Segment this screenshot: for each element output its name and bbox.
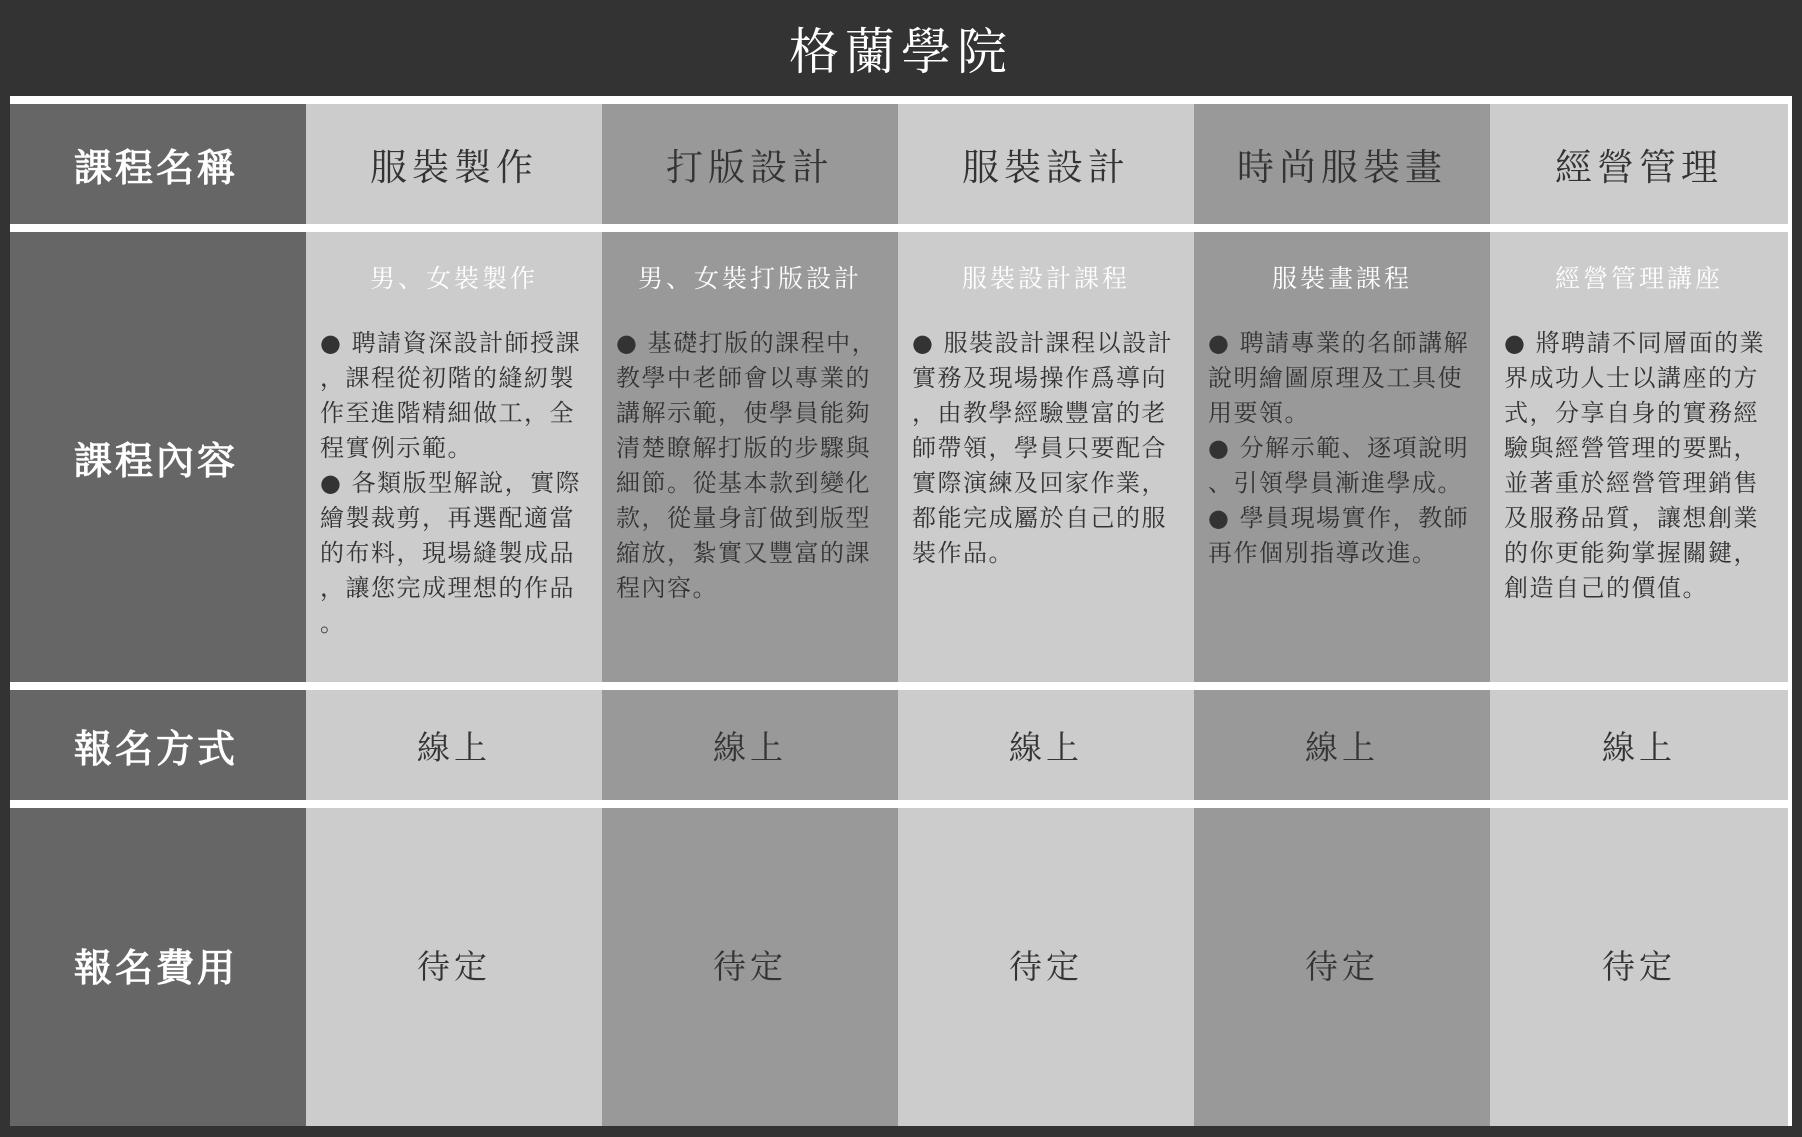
course-description: ● 服裝設計課程以設計 實務及現場操作爲導向 ，由教學經驗豐富的老 師帶領，學員只要配合 實際演練及回家作業， 都能完成屬於自己的服 裝作品。 — [912, 329, 1174, 567]
registration-method-2: 線上 — [602, 690, 898, 800]
course-subtitle: 男、女裝製作 — [369, 264, 538, 293]
row-label-content: 課程內容 — [10, 232, 306, 682]
registration-method-row — [10, 690, 1792, 800]
course-description: ● 聘請資深設計師授課 ，課程從初階的縫紉製 作至進階精細做工，全 程實例示範。 ● 各類版型解說，實際 繪製裁剪，再選配適當 的布料，現場縫製成品 ，讓您完成理想的作品 。 — [320, 329, 582, 637]
registration-method-1: 線上 — [306, 690, 602, 800]
course-content-4 — [1194, 232, 1490, 682]
course-content-3 — [898, 232, 1194, 682]
registration-fee-1: 待定 — [306, 808, 602, 1126]
course-description: ● 將聘請不同層面的業 界成功人士以講座的方 式，分享自身的實務經 驗與經營管理的要點， 並著重於經營管理銷售 及服務品質，讓想創業 的你更能夠掌握關鍵， 創造自己的價值。 — [1504, 329, 1766, 602]
course-name-4: 時尚服裝畫 — [1194, 104, 1490, 224]
course-description: ● 基礎打版的課程中， 教學中老師會以專業的 講解示範，使學員能夠 清楚瞭解打版的步驟與 細節。從基本款到變化 款，從量身訂做到版型 縮放，紮實又豐富的課 程內容。 — [616, 329, 878, 602]
row-label-method: 報名方式 — [10, 690, 306, 800]
registration-fee-4: 待定 — [1194, 808, 1490, 1126]
course-table — [10, 96, 1792, 1126]
course-content-2 — [602, 232, 898, 682]
course-subtitle: 男、女裝打版設計 — [637, 264, 862, 293]
course-subtitle: 服裝畫課程 — [1271, 264, 1412, 293]
row-label-fee: 報名費用 — [10, 808, 306, 1126]
course-content-5 — [1490, 232, 1788, 682]
course-name-3: 服裝設計 — [898, 104, 1194, 224]
registration-method-5: 線上 — [1490, 690, 1788, 800]
course-name-5: 經營管理 — [1490, 104, 1788, 224]
course-content-1 — [306, 232, 602, 682]
course-content-row — [10, 232, 1792, 682]
course-subtitle: 經營管理講座 — [1554, 264, 1723, 293]
registration-fee-2: 待定 — [602, 808, 898, 1126]
title-bar — [0, 0, 1802, 96]
course-subtitle: 服裝設計課程 — [961, 264, 1130, 293]
page-title: 格蘭學院 — [789, 23, 1013, 81]
course-name-row — [10, 104, 1792, 224]
registration-fee-row — [10, 808, 1792, 1126]
registration-method-3: 線上 — [898, 690, 1194, 800]
registration-method-4: 線上 — [1194, 690, 1490, 800]
course-name-1: 服裝製作 — [306, 104, 602, 224]
course-name-2: 打版設計 — [602, 104, 898, 224]
registration-fee-5: 待定 — [1490, 808, 1788, 1126]
registration-fee-3: 待定 — [898, 808, 1194, 1126]
course-description: ● 聘請專業的名師講解 說明繪圖原理及工具使 用要領。 ● 分解示範、逐項說明 、引領學員漸進學成。 ● 學員現場實作，教師 再作個別指導改進。 — [1208, 329, 1470, 567]
row-label-name: 課程名稱 — [10, 104, 306, 224]
